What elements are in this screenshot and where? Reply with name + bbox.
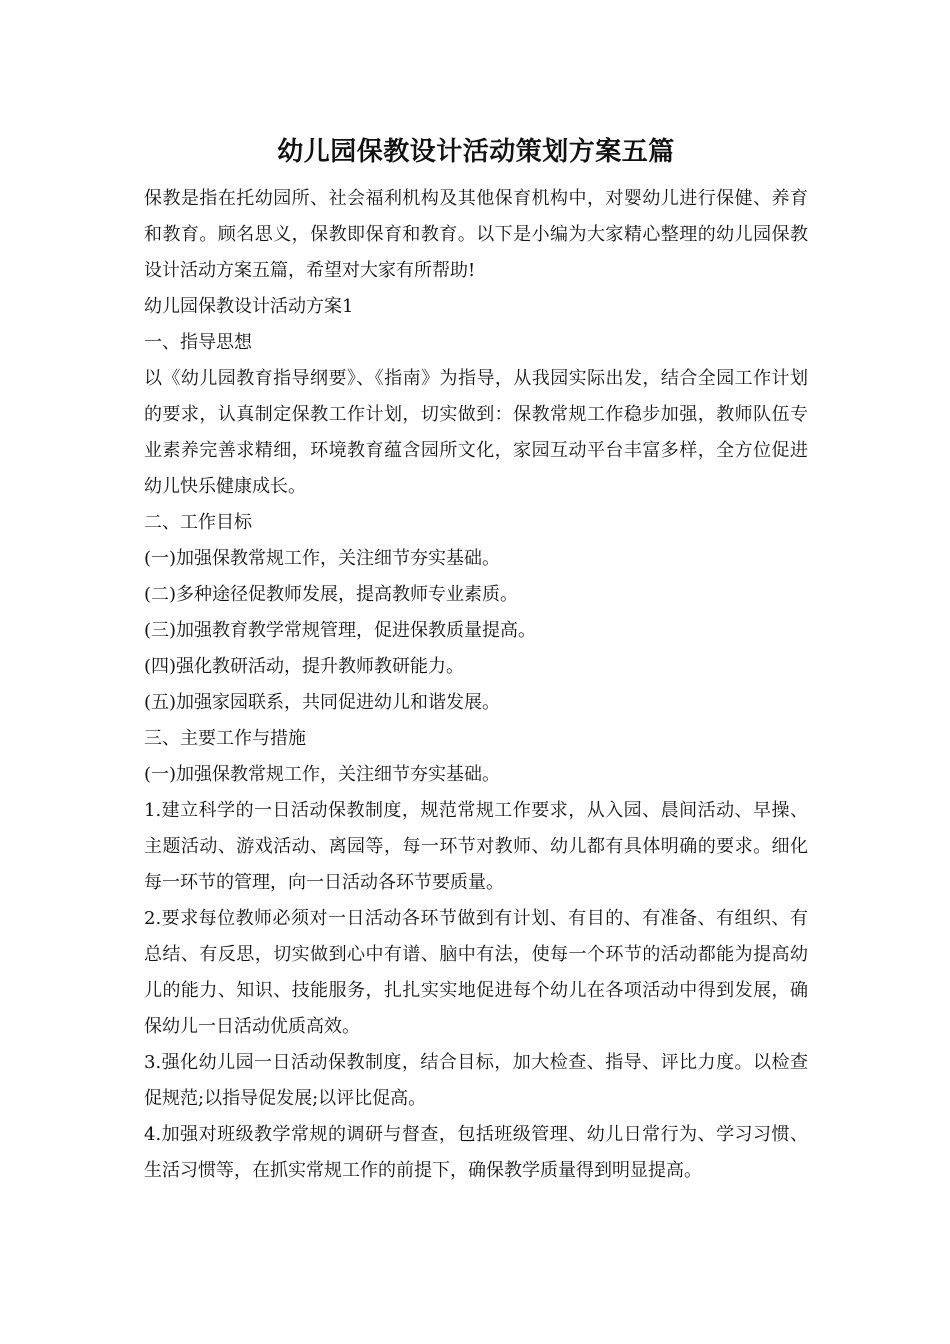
goal-item: (二)多种途径促教师发展，提高教师专业素质。 [144,584,519,605]
goal-item: (三)加强教育教学常规管理，促进保教质量提高。 [144,620,537,641]
main-work-point: 2.要求每位教师必须对一日活动各环节做到有计划、有目的、有准备、有组织、有总结、有反思，切实做到心中有谱、脑中有法，使每一个环节的活动都能为提高幼儿的能力、知识、技能服务，扎扎实实地促进每个幼儿在各项活动中得到发展，确保幼儿一日活动优质高效。 [144,908,808,1037]
document-title: 幼儿园保教设计活动策划方案五篇 [277,137,675,167]
main-work-point: 3.强化幼儿园一日活动保教制度，结合目标，加大检查、指导、评比力度。以检查促规范;以指导促发展;以评比促高。 [144,1052,808,1109]
section-heading-main-work: 三、主要工作与措施 [144,728,306,749]
guiding-ideology-paragraph: 以《幼儿园教育指导纲要》、《指南》为指导，从我园实际出发，结合全园工作计划的要求，认真制定保教工作计划，切实做到：保教常规工作稳步加强，教师队伍专业素养完善求精细，环境教育蕴含园所文化，家园互动平台丰富多样，全方位促进幼儿快乐健康成长。 [144,368,808,497]
plan-heading: 幼儿园保教设计活动方案1 [144,296,354,317]
goal-item: (五)加强家园联系，共同促进幼儿和谐发展。 [144,692,501,713]
goal-item: (一)加强保教常规工作，关注细节夯实基础。 [144,548,501,569]
goal-item: (四)强化教研活动，提升教师教研能力。 [144,656,465,677]
section-heading-work-goals: 二、工作目标 [144,512,252,533]
section-heading-guiding-ideology: 一、指导思想 [144,332,252,353]
main-work-point: 1.建立科学的一日活动保教制度，规范常规工作要求，从入园、晨间活动、早操、主题活动、游戏活动、离园等，每一环节对教师、幼儿都有具体明确的要求。细化每一环节的管理，向一日活动各环节要质量。 [144,800,808,893]
main-work-point: 4.加强对班级教学常规的调研与督查，包括班级管理、幼儿日常行为、学习习惯、生活习惯等，在抓实常规工作的前提下，确保教学质量得到明显提高。 [144,1124,808,1181]
main-work-subheading: (一)加强保教常规工作，关注细节夯实基础。 [144,764,501,785]
intro-paragraph: 保教是指在托幼园所、社会福利机构及其他保育机构中，对婴幼儿进行保健、养育和教育。顾名思义，保教即保育和教育。以下是小编为大家精心整理的幼儿园保教设计活动方案五篇，希望对大家有所帮助! [144,188,808,281]
